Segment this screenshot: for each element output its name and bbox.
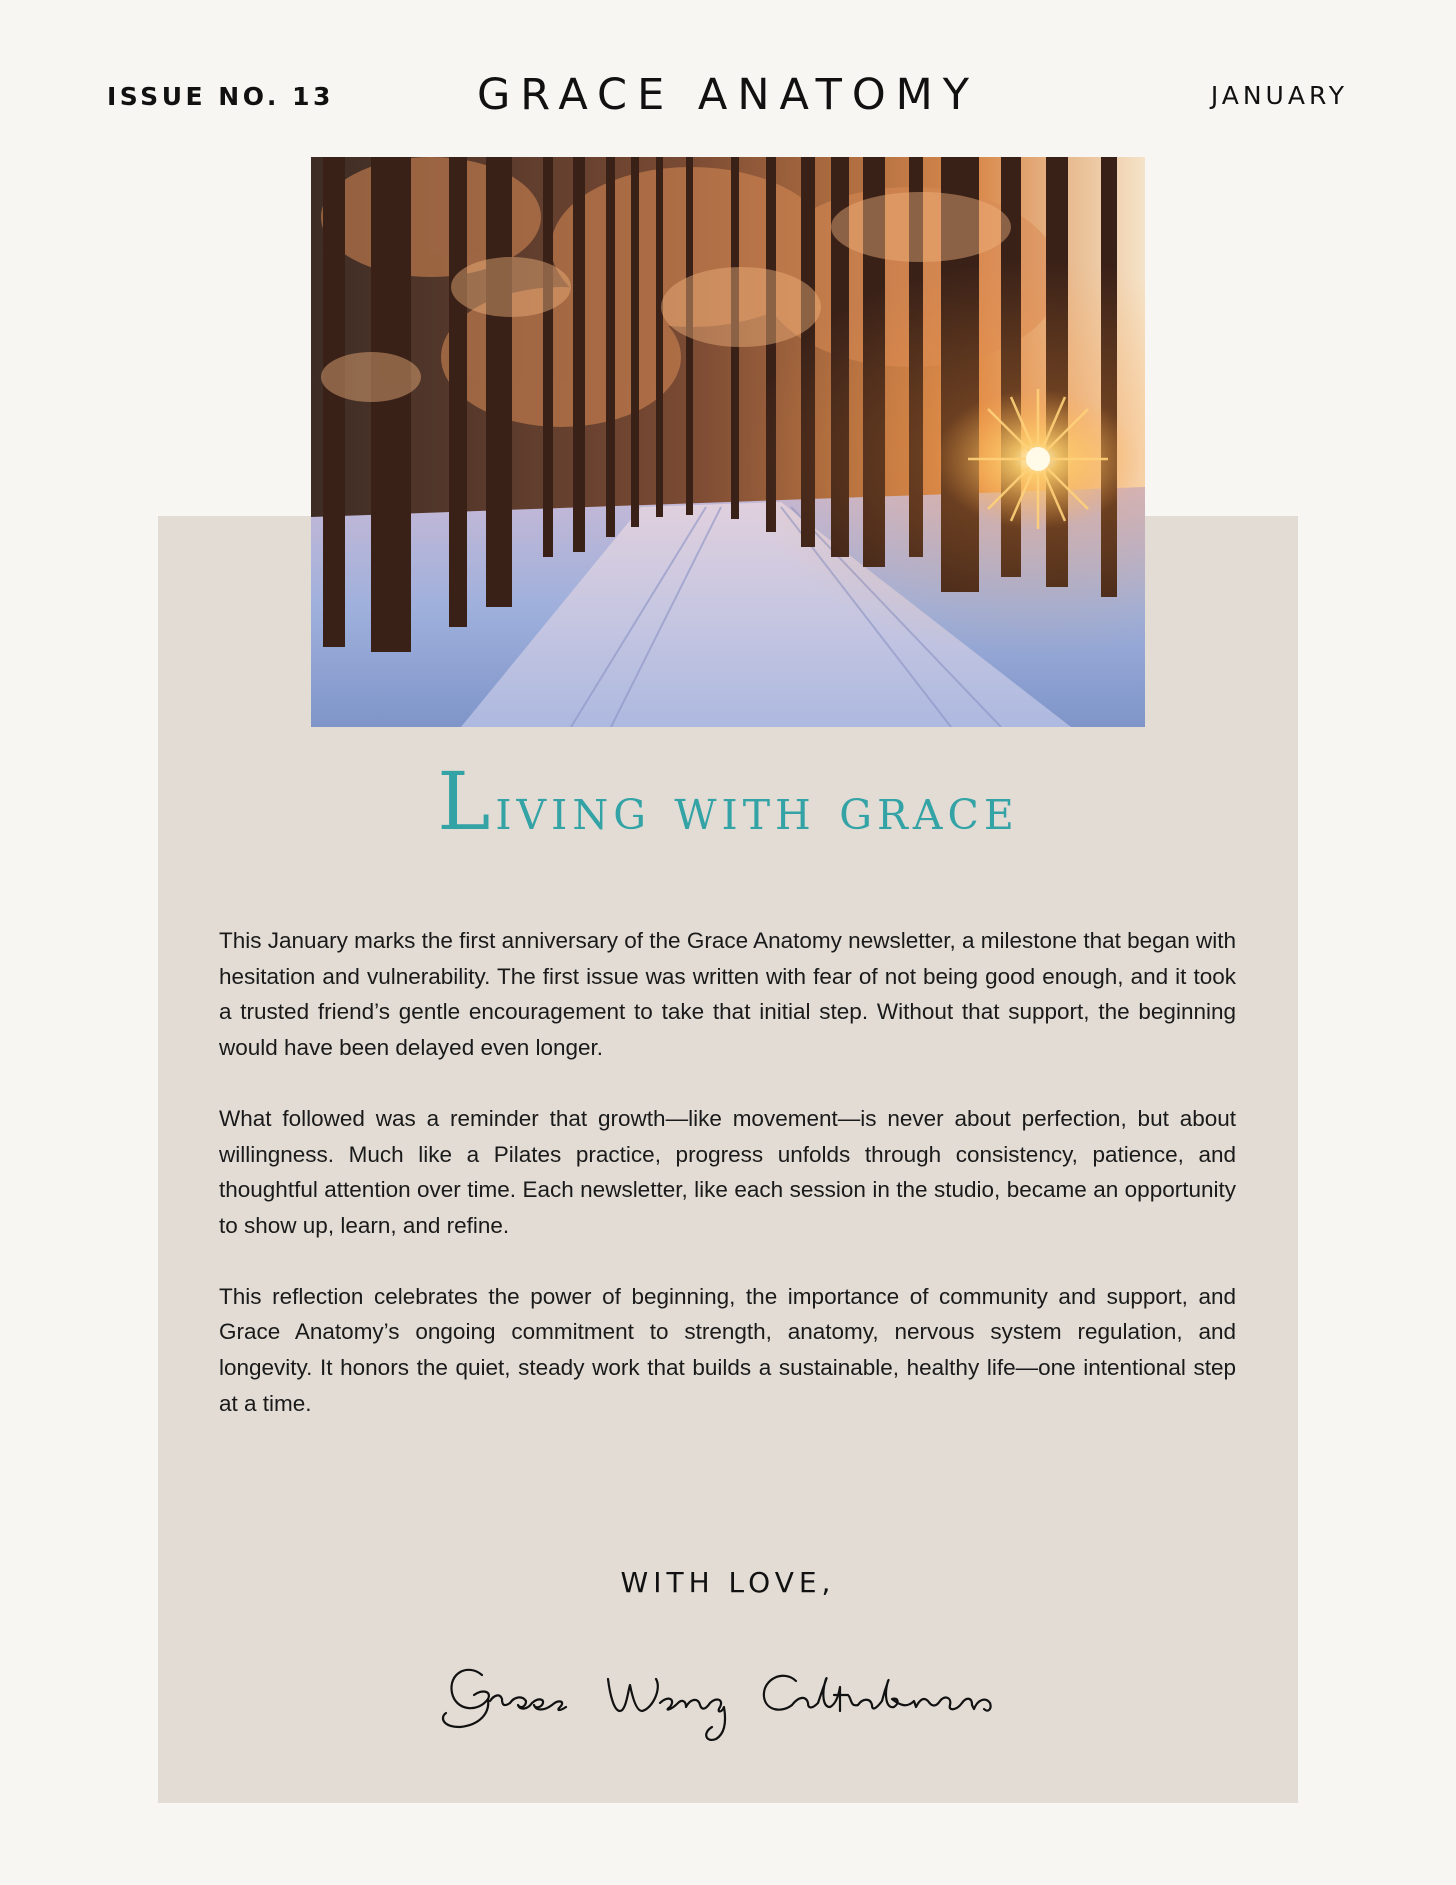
paragraph-1: This January marks the first anniversary of the Grace Anatomy newsletter, a milestone that began with hesitation and vulnerability. The first issue was written with fear of not being good enough, and it took a trusted friend’s gentle encouragement to take that initial step. Without that support, the beginning would have been delayed even longer. xyxy=(219,928,1236,1061)
brand-title: GRACE ANATOMY xyxy=(476,70,980,120)
title-rest: iving with grace xyxy=(495,775,1019,843)
hero-photo xyxy=(311,157,1145,727)
handwritten-signature xyxy=(430,1655,1030,1745)
issue-month: JANUARY xyxy=(1210,81,1348,110)
closing-line: WITH LOVE, xyxy=(620,1566,836,1599)
title-initial: L xyxy=(437,755,496,848)
masthead xyxy=(0,70,1456,120)
article-body xyxy=(219,923,1236,1456)
paragraph-2: What followed was a reminder that growth—like movement—is never about perfection, but about willingness. Much like a Pilates practice, progress unfolds through consistency, patience, and thoughtful attention over time. Each newsletter, like each session in the studio, became an opportunity to show up, learn, and refine. xyxy=(219,1105,1236,1238)
article-title xyxy=(158,755,1298,848)
issue-number: ISSUE NO. 13 xyxy=(107,82,334,111)
paragraph-3: This reflection celebrates the power of beginning, the importance of community and support, and Grace Anatomy’s ongoing commitment to strength, anatomy, nervous system regulation, and longevity. It honors the quiet, steady work that builds a sustainable, healthy life—one intentional step at a time. xyxy=(219,1283,1236,1416)
